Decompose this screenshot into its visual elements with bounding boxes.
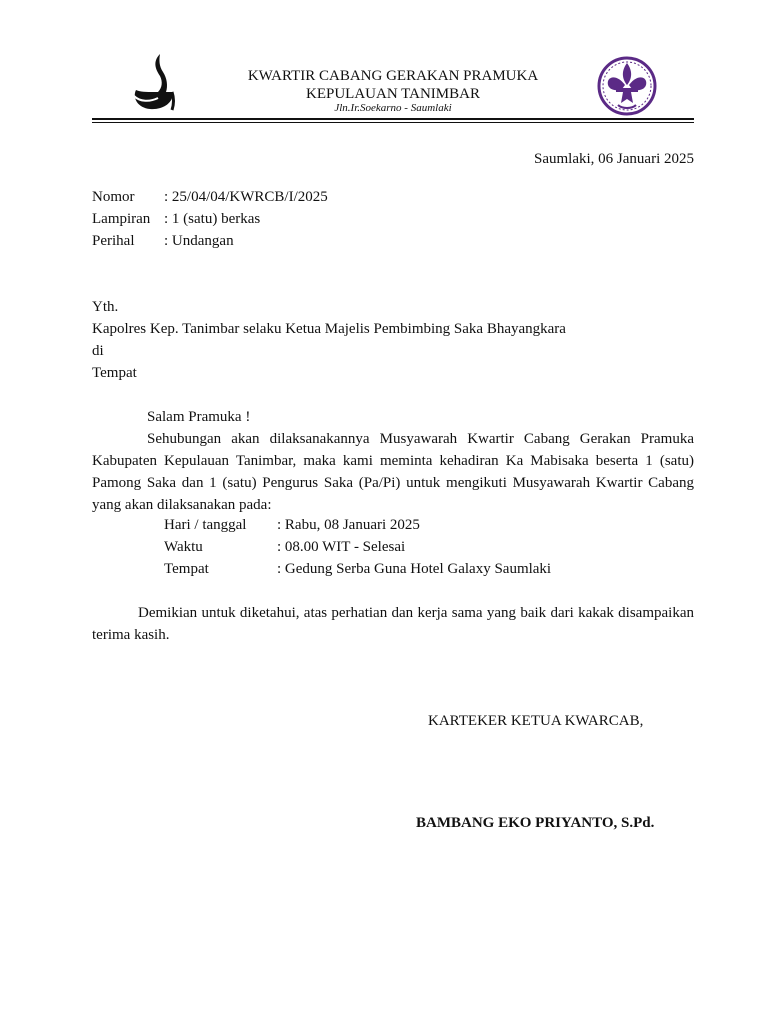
meta-value-lampiran: : 1 (satu) berkas: [164, 211, 261, 227]
header-rule-thick: [92, 118, 694, 120]
signatory-title: KARTEKER KETUA KWARCAB,: [428, 713, 644, 729]
meta-value-nomor: : 25/04/04/KWRCB/I/2025: [164, 189, 328, 205]
organization-address: Jln.Ir.Soekarno - Saumlaki: [334, 102, 452, 114]
header-rule-thin: [92, 122, 694, 123]
event-label-date: Hari / tanggal: [164, 517, 247, 533]
meta-value-perihal: : Undangan: [164, 233, 234, 249]
event-value-date: : Rabu, 08 Januari 2025: [277, 517, 420, 533]
meta-label-nomor: Nomor: [92, 189, 135, 205]
letter-date: Saumlaki, 06 Januari 2025: [534, 151, 694, 167]
meta-label-perihal: Perihal: [92, 233, 135, 249]
recipient-di: di: [92, 343, 104, 359]
organization-region: KEPULAUAN TANIMBAR: [306, 86, 480, 102]
tunas-kelapa-logo: [130, 52, 180, 112]
signatory-name: BAMBANG EKO PRIYANTO, S.Pd.: [416, 815, 655, 831]
meta-label-lampiran: Lampiran: [92, 211, 151, 227]
event-value-time: : 08.00 WIT - Selesai: [277, 539, 406, 555]
body-paragraph: Sehubungan akan dilaksanakannya Musyawarah Kwartir Cabang Gerakan Pramuka Kabupaten Kepulauan Tanimbar, maka kami meminta kehadiran Ka Mabisaka beserta 1 (satu) Pamong Saka dan 1 (satu) Pengurus Saka (Pa/Pi) untuk mengikuti Musyawarah Kwartir Cabang yang akan dilaksanakan pada:: [92, 431, 694, 513]
closing-paragraph: Demikian untuk diketahui, atas perhatian dan kerja sama yang baik dari kakak disampaikan terima kasih.: [92, 605, 694, 643]
event-label-place: Tempat: [164, 561, 209, 577]
organization-name: KWARTIR CABANG GERAKAN PRAMUKA: [247, 68, 539, 84]
greeting: Salam Pramuka !: [147, 409, 251, 425]
recipient-place: Tempat: [92, 365, 137, 381]
wosm-fleur-de-lis-logo: [596, 55, 658, 117]
recipient-name: Kapolres Kep. Tanimbar selaku Ketua Majelis Pembimbing Saka Bhayangkara: [92, 321, 566, 337]
event-value-place: : Gedung Serba Guna Hotel Galaxy Saumlaki: [277, 561, 552, 577]
recipient-salutation: Yth.: [92, 299, 119, 315]
event-label-time: Waktu: [164, 539, 203, 555]
